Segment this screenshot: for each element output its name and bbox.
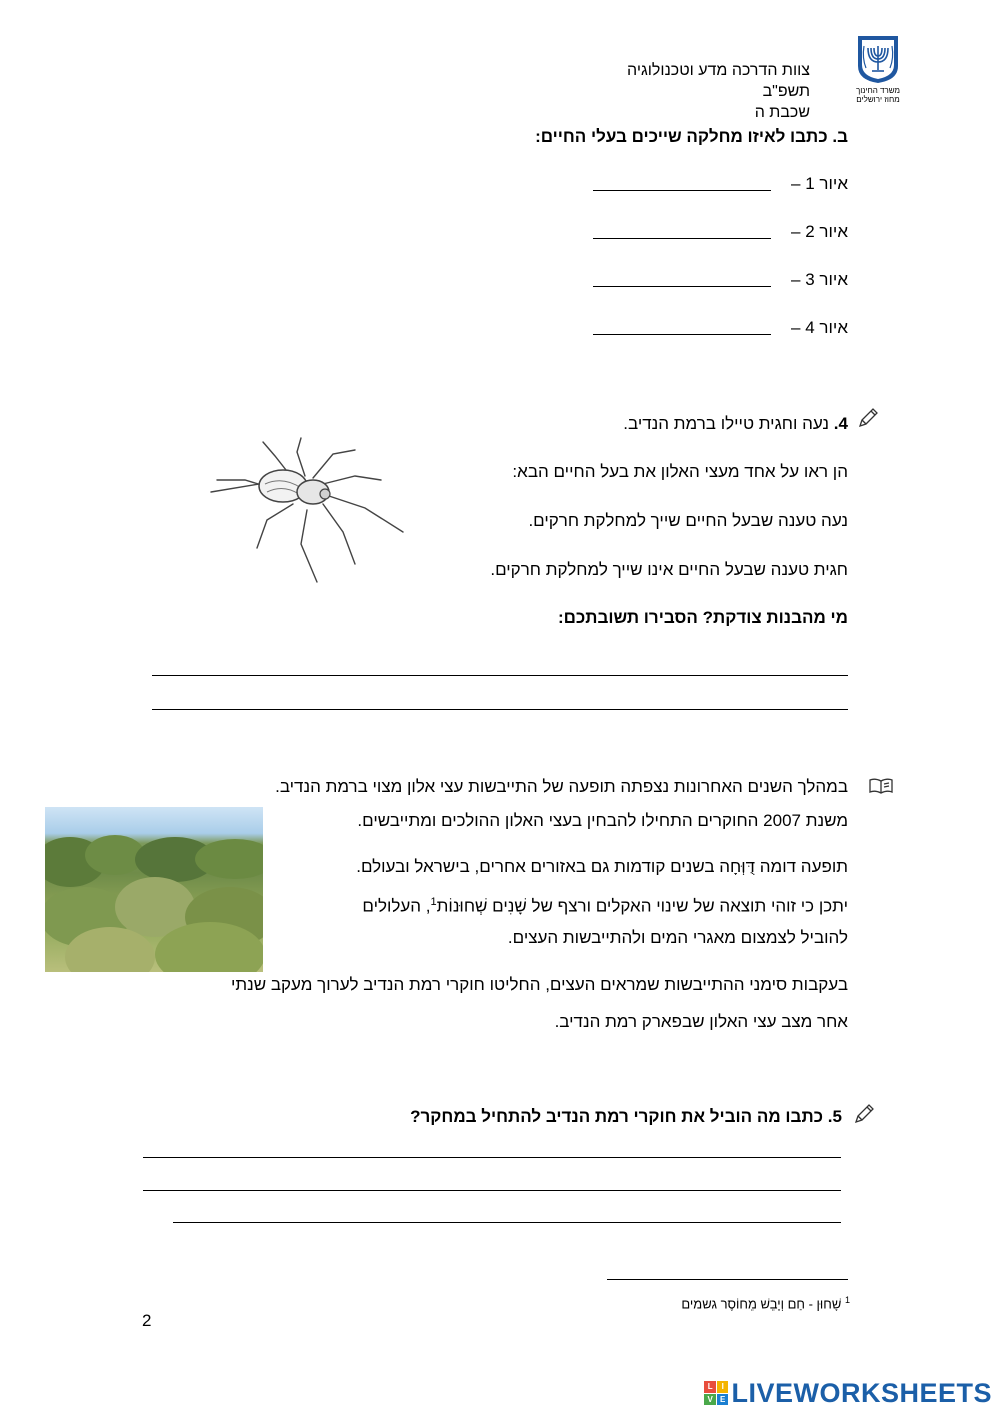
reading-p7: אחר מצב עצי האלון שבפארק רמת הנדיב. — [554, 1012, 848, 1031]
pencil-icon — [852, 1102, 876, 1126]
q4-number: 4. — [833, 414, 848, 433]
fill-row-label: איור 2 – — [791, 222, 848, 241]
book-icon — [868, 776, 894, 796]
answer-blank[interactable] — [593, 286, 771, 287]
q5-text: כתבו מה הוביל את חוקרי רמת הנדיב להתחיל במחקר? — [410, 1107, 824, 1126]
reading-p6: בעקבות סימני ההתייבשות שמראים העצים, החליטו חוקרי רמת הנדיב לערוך מעקב שנתי — [230, 975, 848, 994]
footnote-number: 1 — [844, 1295, 850, 1305]
fill-row-2 — [588, 221, 848, 245]
q5-number: 5. — [827, 1107, 842, 1126]
q4-question: מי מהבנות צודקת? הסבירו תשובתכם: — [557, 608, 848, 627]
answer-blank[interactable] — [593, 334, 771, 335]
reading-p5: להוביל לצמצום מאגרי המים ולהתייבשות העצים. — [507, 928, 848, 947]
q5-answer-line-2[interactable] — [143, 1190, 841, 1191]
footnote-text: שָׁחוּן - חַם וְיָבֵשׁ מֵחוֹסֶר גשמים — [681, 1296, 842, 1312]
header-line-3: שכבת ה — [754, 104, 810, 121]
emblem-caption: משרד החינוך מחוז ירושלים — [855, 86, 901, 104]
reading-p4-a: יתכן כי זוהי תוצאה של שינוי האקלים ורצף של שָׁנִים שְׁחוּנוֹת — [436, 896, 848, 916]
reading-p4-b: , העלולים — [362, 896, 431, 916]
brand-text: LIVEWORKSHEETS — [731, 1377, 992, 1408]
liveworksheets-brand[interactable] — [704, 1378, 992, 1408]
footnote-ref: 1 — [430, 896, 437, 908]
header — [510, 60, 810, 123]
fill-row-4 — [588, 317, 848, 341]
reading-p4 — [308, 891, 848, 918]
q4-intro: נעה וחגית טיילו ברמת הנדיב. — [623, 414, 830, 433]
pencil-icon — [856, 406, 880, 430]
answer-blank[interactable] — [593, 190, 771, 191]
reading-p1: במהלך השנים האחרונות נצפתה תופעה של התייבשות עצי אלון מצוי ברמת הנדיב. — [275, 777, 848, 796]
header-line-1: צוות הדרכה מדע וטכנולוגיה — [627, 62, 810, 79]
q5-line — [242, 1106, 842, 1128]
q4-p1: הן ראו על אחד מעצי האלון את בעל החיים הבא: — [512, 462, 848, 481]
reading-p2: משנת 2007 החוקרים התחילו להבחין בעצי האלון ההולכים ומתייבשים. — [357, 811, 848, 830]
q4-answer-line-1[interactable] — [152, 675, 848, 676]
page-number: 2 — [142, 1311, 152, 1330]
ministry-emblem-icon — [856, 34, 900, 84]
liveworksheets-logo-icon: L I V E — [704, 1381, 728, 1405]
q4-answer-line-2[interactable] — [152, 709, 848, 710]
section-b-title: ב. כתבו לאיזו מחלקה שייכים בעלי החיים: — [535, 127, 848, 146]
footnote — [450, 1291, 850, 1313]
q5-answer-line-3[interactable] — [173, 1222, 841, 1223]
answer-blank[interactable] — [593, 238, 771, 239]
q4-intro-line — [428, 413, 848, 435]
spider-drawing — [205, 436, 410, 586]
fill-row-1 — [588, 173, 848, 197]
q4-p2: נעה טענה שבעל החיים שייך למחלקת חרקים. — [528, 511, 848, 530]
header-line-2: תשפ"ב — [762, 83, 810, 100]
q4-p3: חגית טענה שבעל החיים אינו שייך למחלקת חרקים. — [490, 560, 848, 579]
fill-row-label: איור 3 – — [791, 270, 848, 289]
reading-p3: תופעה דומה דֻּוְּחָה בשנים קודמות גם באזורים אחרים, בישראל ובעולם. — [356, 857, 848, 876]
oak-forest-photo — [45, 807, 263, 972]
fill-row-label: איור 4 – — [791, 318, 848, 337]
footnote-rule — [607, 1279, 848, 1280]
fill-row-3 — [588, 269, 848, 293]
q5-answer-line-1[interactable] — [143, 1157, 841, 1158]
fill-row-label: איור 1 – — [791, 174, 848, 193]
